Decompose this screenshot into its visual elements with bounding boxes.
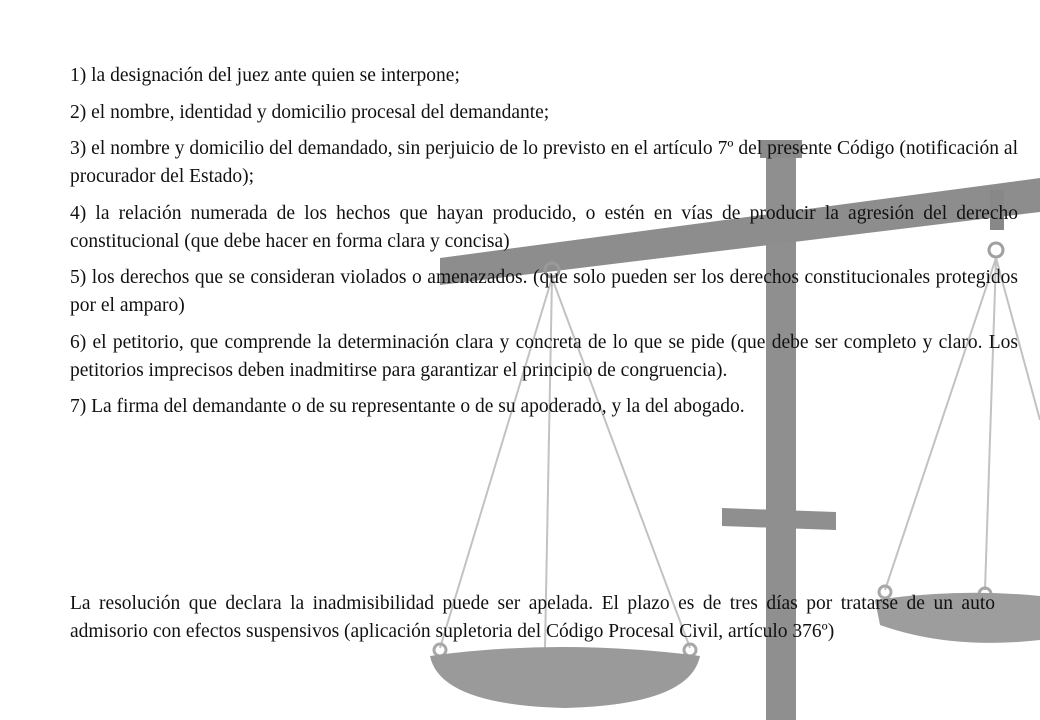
- requirement-item: 5) los derechos que se consideran violados o amenazados. (que solo pueden ser los derechos constitucionales protegidos por el amparo): [70, 267, 1018, 316]
- closing-paragraph: La resolución que declara la inadmisibilidad puede ser apelada. El plazo es de tres días por tratarse de un auto admisorio con efectos suspensivos (aplicación supletoria del Código Procesal Civil, artículo 376º): [70, 593, 995, 642]
- requirement-item: 7) La firma del demandante o de su representante o de su apoderado, y la del abogado.: [70, 396, 745, 417]
- requirement-item: 2) el nombre, identidad y domicilio procesal del demandante;: [70, 101, 550, 123]
- requirement-item: 4) la relación numerada de los hechos que hayan producido, o estén en vías de producir la agresión del derecho constitucional (que debe hacer en forma clara y concisa): [70, 202, 1018, 252]
- requirement-item: 6) el petitorio, que comprende la determinación clara y concreta de lo que se pide (que debe ser completo y claro. Los petitorios imprecisos deben inadmitirse para garantizar el principio de congruencia).: [70, 331, 1018, 381]
- requirements-list: [70, 62, 1018, 430]
- requirement-item: 3) el nombre y domicilio del demandado, sin perjuicio de lo previsto en el artículo 7º del presente Código (notificación al procurador del Estado);: [70, 138, 1018, 187]
- requirement-item: 1) la designación del juez ante quien se interpone;: [70, 65, 460, 86]
